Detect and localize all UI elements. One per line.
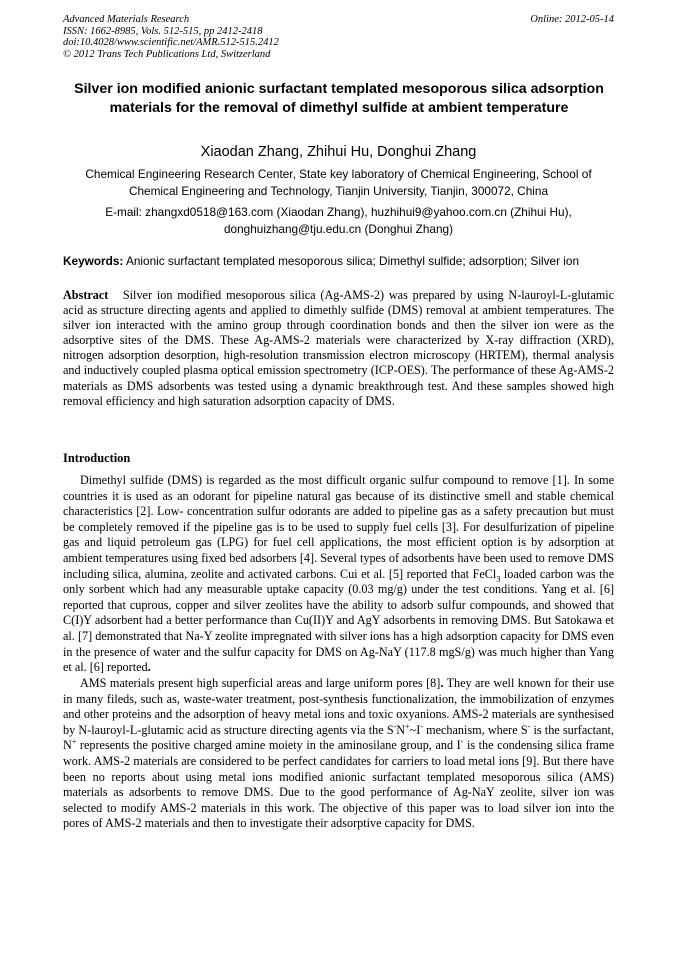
paragraph-text: mechanism, where S xyxy=(422,722,528,737)
paragraph-text: N xyxy=(396,722,406,737)
abstract xyxy=(63,288,614,409)
intro-paragraph-2 xyxy=(63,676,614,832)
issn-line: ISSN: 1662-8985, Vols. 512-515, pp 2412-2418 xyxy=(63,25,263,37)
subscript: 3 xyxy=(496,574,501,583)
journal-name: Advanced Materials Research xyxy=(63,14,190,25)
online-date: Online: 2012-05-14 xyxy=(530,14,614,25)
paragraph-text: ~I xyxy=(409,722,421,737)
paper-title: Silver ion modified anionic surfactant templated mesoporous silica adsorption materials for the removal of dimethyl sulfide at ambient temperature xyxy=(74,81,604,116)
author-list: Xiaodan Zhang, Zhihui Hu, Donghui Zhang xyxy=(200,144,477,160)
superscript: - xyxy=(527,721,531,731)
superscript: + xyxy=(405,721,410,731)
paragraph-text: is the surfactant, N xyxy=(63,722,614,753)
abstract-label: Abstract xyxy=(63,288,109,302)
keywords xyxy=(63,253,623,269)
paragraph-text: Dimethyl sulfide (DMS) is regarded as the most difficult organic sulfur compound to remove [1]. In some countries it is used as an odorant for pipeline natural gas because of its distinctive smell and stable chemical characteristics [2]. Low- concentration sulfur odorants are added to pipeline gas as a safety precaution but must be completely removed if the pipeline gas is to be used to supply fuel cells [3]. For desulfurization of pipeline gas and liquid petroleum gas (LPG) for fuel cell applications, the most efficient option is by adsorption at ambient temperatures using fixed bed adsorbers [4]. Several types of adsorbents have been used to remove DMS including silica, alumina, zeolite and activated carbons. Cui et al. [5] reported that FeCl xyxy=(63,473,614,581)
paragraph-text: They are well known for their use in many fileds, such as, waste-water treatment, post-synthesis functionalization, the immobilization of enzymes and other proteins and the adsorption of heavy metal ions and toxic oxyanions. AMS-2 materials are synthesised by N-lauroyl-L-glutamic acid as structure directing agents via the S xyxy=(63,676,615,737)
keywords-label: Keywords: xyxy=(63,254,124,268)
superscript: - xyxy=(420,721,423,731)
superscript: + xyxy=(71,737,77,747)
paragraph-text: represents the positive charged amine moiety in the aminosilane group, and I xyxy=(76,738,461,753)
journal-header xyxy=(63,14,279,60)
affiliation: Chemical Engineering Research Center, State key laboratory of Chemical Engineering, School of Chemical Engineering and Technology, Tianjin University, Tianjin, 300072, China xyxy=(85,167,592,198)
section-heading-introduction: Introduction xyxy=(63,451,131,465)
keywords-text: Anionic surfactant templated mesoporous silica; Dimethyl sulfide; adsorption; Silver ion xyxy=(125,254,580,268)
superscript: - xyxy=(393,721,397,731)
paragraph-end: . xyxy=(147,660,151,675)
superscript: - xyxy=(460,737,464,747)
abstract-text: Silver ion modified mesoporous silica (Ag-AMS-2) was prepared by using N-lauroyl-L-glutamic acid as structure directing agents and applied to dimethly sulfide (DMS) removal at ambient temperatures. The silver ion interacted with the amino group through coordination bonds and then the silver ion were as the adsorptive sites of the DMS. These Ag-AMS-2 materials were characterized by X-ray diffraction (XRD), nitrogen adsorption desorption, high-resolution transmission electron microscopy (HRTEM), thermal analysis and inductively coupled plasma optical emission spectrometry (ICP-OES). The performance of these Ag-AMS-2 materials as DMS adsorbents was tested using a dynamic breakthrough test. And these samples showed high removal efficiency and high saturation adsorption capacity of DMS. xyxy=(63,288,615,408)
paragraph-text: AMS materials present high superficial areas and large uniform pores [8] xyxy=(80,676,441,690)
paragraph-text: is the condensing silica frame work. AMS-2 materials are considered to be perfect candidates for carriers to load metal ions [9]. But there have been no reports about using metal ions modified anionic surfactant templated mesoporous silica (AMS) materials as adsorbents to remove DMS. Due to the good performance of Ag-NaY zeolite, silver ion was selected to modify AMS-2 materials in this work. The objective of this paper was to load silver ion into the pores of AMS-2 materials and then to investigate their adsorptive capacity for DMS. xyxy=(63,738,614,831)
copyright-line: © 2012 Trans Tech Publications Ltd, Switzerland xyxy=(63,48,271,60)
paragraph-dot: . xyxy=(440,676,444,690)
intro-paragraph-1 xyxy=(63,473,614,676)
doi-line: doi:10.4028/www.scientific.net/AMR.512-515.2412 xyxy=(63,37,279,49)
email-line: E-mail: zhangxd0518@163.com (Xiaodan Zhang), huzhihui9@yahoo.com.cn (Zhihui Hu), donghuizhang@tju.edu.cn (Donghui Zhang) xyxy=(105,205,572,236)
paragraph-text: loaded carbon was the only sorbent which had any measurable uptake capacity (0.03 mg/g) under the test conditions. Yang et al. [6] reported that cuprous, copper and silver zeolites have the ability to adsorb sulfur compounds, and showed that C(I)Y adsorbent had a better performance than Cu(II)Y and AgY adsorbents in removing DMS. But Satokawa et al. [7] demonstrated that Na-Y zeolite impregnated with silver ions has a high adsorption capacity for DMS even in the presence of water and the sulfur capacity for DMS on Ag-NaY (117.8 mgS/g) was much higher than Yang et al. [6] reported xyxy=(63,566,614,675)
